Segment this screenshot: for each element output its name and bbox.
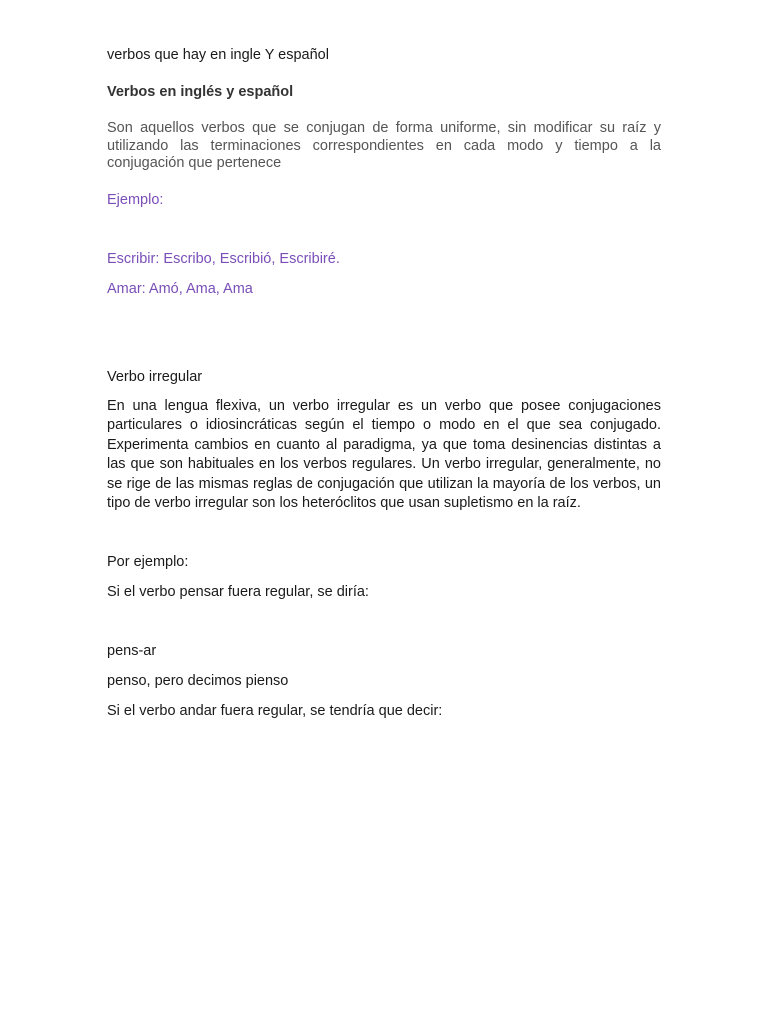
pensar-example-line: Si el verbo pensar fuera regular, se diría: — [107, 584, 369, 600]
section-heading: Verbos en inglés y español — [107, 84, 294, 100]
irregular-paragraph: En una lengua flexiva, un verbo irregular es un verbo que posee conjugaciones particulares o idiosincráticas según el tiempo o modo en el que sea conjugado. Experimenta cambios en cuanto al paradigma, ya que toma desinencias distintas a las que son habituales en los verbos regulares. Un verbo irregular, generalmente, no se rige de las mismas reglas de conjugación que utilizan la mayoría de los verbos, un tipo de verbo irregular son los heteróclitos que usan supletismo en la raíz. — [107, 398, 661, 512]
penso-line: penso, pero decimos pienso — [107, 673, 289, 689]
document-page — [107, 0, 661, 1024]
ejemplo-label: Ejemplo: — [107, 192, 164, 208]
document-top-line: verbos que hay en ingle Y español — [107, 47, 329, 63]
irregular-title: Verbo irregular — [107, 369, 203, 385]
por-ejemplo-label: Por ejemplo: — [107, 554, 189, 570]
pens-ar-line: pens-ar — [107, 643, 157, 659]
example-escribir: Escribir: Escribo, Escribió, Escribiré. — [107, 251, 340, 267]
example-amar: Amar: Amó, Ama, Ama — [107, 281, 253, 297]
andar-example-line: Si el verbo andar fuera regular, se tendría que decir: — [107, 703, 443, 719]
intro-paragraph: Son aquellos verbos que se conjugan de forma uniforme, sin modificar su raíz y utilizando las terminaciones correspondientes en cada modo y tiempo a la conjugación que pertenece — [107, 120, 661, 171]
